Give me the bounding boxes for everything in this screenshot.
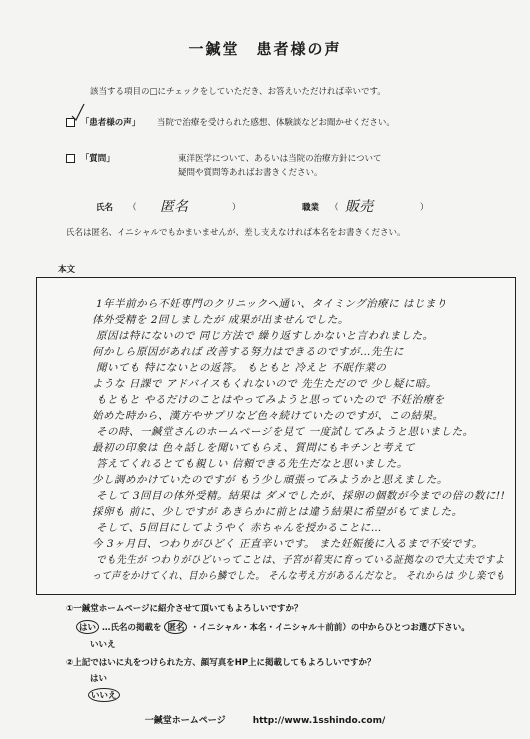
body-line: 今 3ヶ月目、つわりがひどく 正直辛いです。 また妊娠後に入るまで不安です。 — [92, 538, 484, 550]
body-line: 原因は特にないので 同じ方法で 繰り返すしかないと言われました。 — [96, 330, 434, 342]
consent-q2-no-row — [88, 688, 120, 702]
body-line: 1年半前から不妊専門のクリニックへ通い、タイミング治療に はじまり — [96, 298, 447, 310]
footer-url[interactable]: http://www.1sshindo.com/ — [252, 716, 386, 726]
footer-site-name: 一鍼堂ホームページ — [144, 716, 226, 726]
check-mark-icon — [70, 102, 86, 122]
job-close-paren: ） — [420, 203, 429, 213]
job-label: 職業 — [302, 203, 320, 213]
body-line: 採卵も 前に、少しですが あきらかに前とは違う結果に希望がもてました。 — [92, 506, 463, 518]
voice-label: 「患者様の声」 — [80, 118, 141, 128]
body-line: もともと やるだけのことはやってみようと思っていたので 不妊治療を — [96, 394, 445, 406]
body-line: 少し調めかけていたのですが もう少し頑張ってみようかと思えました。 — [92, 474, 448, 486]
footer — [0, 713, 530, 726]
consent-q2-yes[interactable]: はい — [90, 674, 108, 684]
name-label: 氏名 — [96, 203, 114, 213]
job-value[interactable]: 販売 — [345, 199, 373, 215]
consent-q1-yes-suffix: …氏名の掲載を — [101, 623, 162, 633]
body-line: そして 3回目の体外受精。結果は ダメでしたが、採卵の個数が今までの倍の数に!! — [96, 490, 506, 502]
name-open-paren: （ — [128, 203, 137, 213]
question-description-2: 疑問や質問等あればお書きください。 — [178, 168, 323, 178]
body-line: 最初の印象は 色々話しを聞いてもらえ、質問にもキチンと考えて — [92, 442, 415, 454]
body-line: 体外受精を 2回しましたが 成果が出ませんでした。 — [92, 314, 349, 326]
consent-q1-no[interactable]: いいえ — [90, 640, 116, 650]
name-note: 氏名は匿名、イニシャルでもかまいませんが、差し支えなければ本名をお書きください。 — [66, 228, 406, 238]
body-line: ような 日課で アドバイスもくれないので 先生ただので 少し疑に暗。 — [92, 378, 438, 390]
consent-q1-yes-row — [76, 620, 470, 634]
question-description-1: 東洋医学について、あるいは当院の治療方針について — [178, 154, 382, 164]
page-title: 一鍼堂 患者様の声 — [188, 40, 342, 58]
option-voice[interactable] — [66, 116, 395, 128]
name-close-paren: ） — [232, 203, 241, 213]
body-label: 本文 — [58, 265, 76, 275]
consent-q1-yes[interactable]: はい — [76, 620, 99, 634]
consent-q2-no[interactable]: いいえ — [88, 688, 120, 702]
body-line: 始めた時から、漢方やサプリなど色々続けていたのですが、この結果。 — [92, 410, 444, 422]
instruction-text: 該当する項目の□にチェックをしていただき、お答えいただければ幸いです。 — [90, 87, 386, 97]
name-value[interactable]: 匿名 — [160, 199, 188, 215]
voice-description: 当院で治療を受けられた感想、体験談などお聞かせください。 — [156, 118, 395, 128]
consent-q1-options: ・イニシャル・本名・イニシャル＋前前）の中からひとつお選び下さい。 — [190, 623, 470, 633]
question-checkbox[interactable] — [66, 154, 75, 163]
consent-question-2: ②上記ではいに丸をつけられた方、顔写真をHP上に掲載してもよろしいですか？ — [66, 658, 376, 668]
body-line: その時、一鍼堂さんのホームページを見て 一度試してみようと思いました。 — [96, 426, 474, 438]
body-line: でも先生が つわりがひどいってことは、子宮が着実に育っている証拠なので大丈夫ですよ — [96, 554, 505, 566]
option-question[interactable] — [66, 152, 115, 164]
body-line: そして、5回目にしてようやく 赤ちゃんを授かることに… — [96, 522, 382, 534]
body-line: って声をかけてくれ、目から鱗でした。 そんな考え方があるんだなと。 それからは 少し楽でも — [92, 570, 505, 582]
question-label: 「質問」 — [80, 154, 115, 164]
body-line: 何かしら原因があれば 改善する努力はできるのですが…先生に — [92, 346, 404, 358]
consent-question-1: ①一鍼堂ホームページに紹介させて頂いてもよろしいですか？ — [66, 604, 303, 614]
job-open-paren: （ — [330, 203, 339, 213]
consent-q1-anonymous[interactable]: 匿名 — [164, 620, 187, 634]
body-line: 聞いても 特にないとの返答。 もともと 冷えと 不眠作業の — [96, 362, 387, 374]
body-line: 答えてくれるとても親しい 信頼できる先生だなと思いました。 — [96, 458, 408, 470]
